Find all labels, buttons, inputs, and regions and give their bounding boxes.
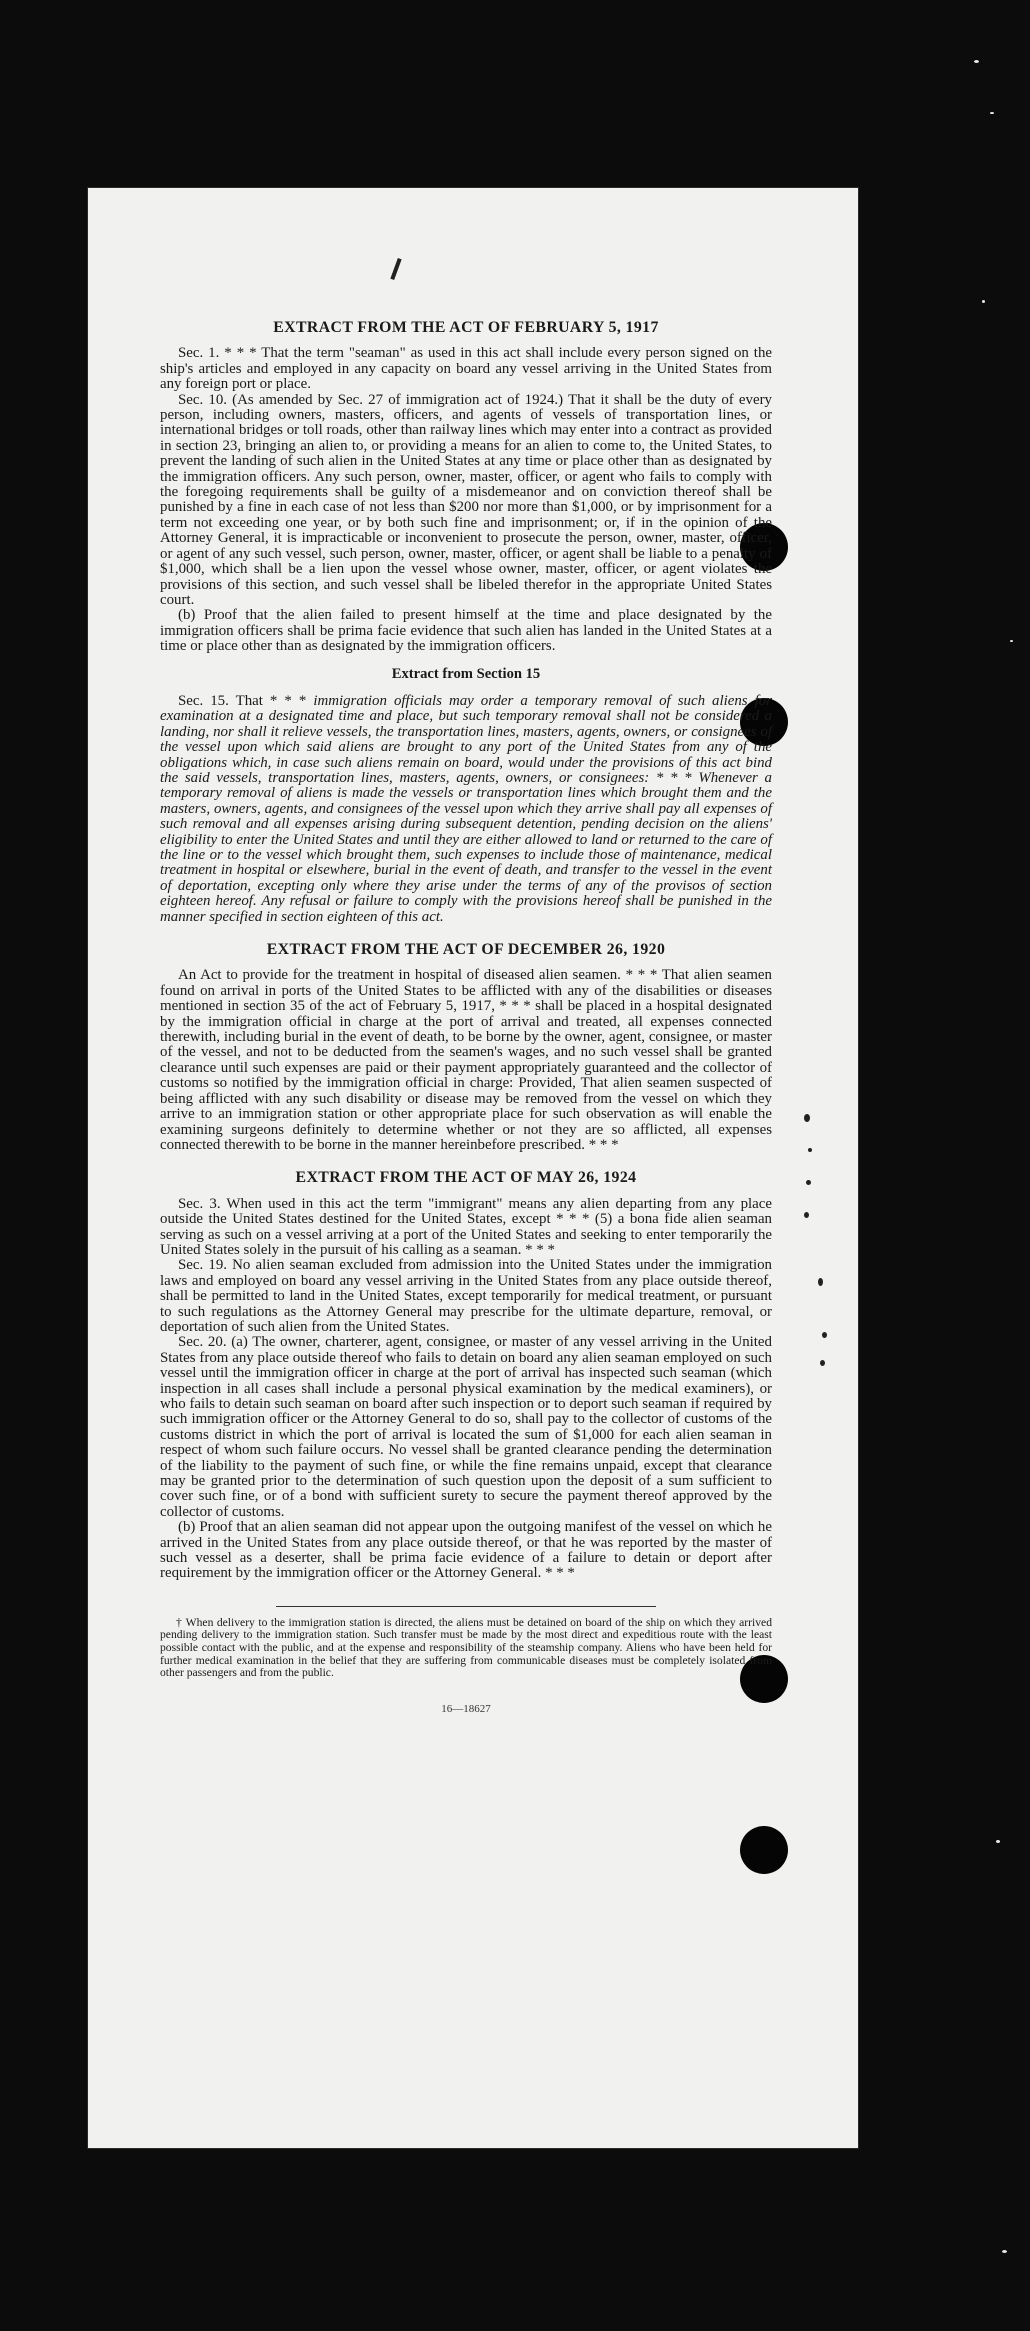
paragraph: (b) Proof that an alien seaman did not appear upon the outgoing manifest of the vessel on which he arrived in the United States from any place outside thereof, or that he was reported by the master of such vessel as a deserter, shall be prima facie evidence of a failure to detain or deport after requirement by the immigration officer or the Attorney General. * * * [160,1519,772,1582]
film-edge-mark [1010,640,1013,642]
margin-dot [820,1360,825,1366]
paragraph: Sec. 20. (a) The owner, charterer, agent, consignee, or master of any vessel arriving in the United States from any place outside thereof who fails to detain on board any alien seaman employed on such vessel until the immigration officer in charge at the port of arrival has inspected such seaman (which inspection in all cases shall include a personal physical examination by the medical examiners), or who fails to detain such seaman on board after such inspection or to deport such seaman if required by such immigration officer or the Attorney General to do so, shall pay to the collector of customs of the customs district in which the port of arrival is located the sum of $1,000 for each alien seaman in respect of whom such failure occurs. No vessel shall be granted clearance pending the determination of the liability to the payment of such fine, or while the fine remains unpaid, except that clearance may be granted prior to the determination of such question upon the deposit of a sum sufficient to cover such fine, or of a bond with sufficient surety to secure the payment thereof approved by the collector of customs. [160,1334,772,1520]
punch-hole [740,1826,788,1874]
document-page [88,188,858,2148]
paragraph: Sec. 3. When used in this act the term "immigrant" means any alien departing from any place outside the United States destined for the United States, except * * * (5) a bona fide alien seaman serving as such on a vessel arriving at a port of the United States and seeking to enter temporarily the United States solely in the pursuit of his calling as a seaman. * * * [160,1195,772,1258]
section-heading: EXTRACT FROM THE ACT OF FEBRUARY 5, 1917 [273,319,659,336]
film-edge-mark [996,1840,1000,1843]
paragraph: Sec. 10. (As amended by Sec. 27 of immigration act of 1924.) That it shall be the duty of every person, including owners, masters, officers, and agents of vessels of transportation lines, or international bridges or toll roads, other than railway lines which may enter into a contract as provided in section 23, bringing an alien to, or providing a means for an alien to come to, the United States, to prevent the landing of such alien in the United States at any time or place other than as designated by the immigration officers. Any such person, owner, master, officer, or agent who fails to comply with the foregoing requirements shall be guilty of a misdemeanor and on conviction thereof shall be punished by a fine in each case of not less than $200 nor more than $1,000, or by imprisonment for a term not exceeding one year, or by both such fine and imprisonment; or, if in the opinion of the Attorney General, it is impracticable or inconvenient to prosecute the person, owner, master, officer, or agent of any such vessel, such person, owner, master, officer, or agent shall be liable to a penalty of $1,000, which shall be a lien upon the vessel whose owner, master, officer, or agent violates the provisions of this section, and such vessel shall be libeled therefor in the appropriate United States court. [160,391,772,608]
document-body [160,320,772,1717]
footnote: † When delivery to the immigration station is directed, the aliens must be detained on board of the ship on which they arrived pending delivery to the immigration station. Such transfer must be made by the most direct and expeditious route with the least possible contact with the public, and at the expense and responsibility of the steamship company. Aliens who have been held for further medical examination in the belief that they are suffering from communicable diseases must be completely isolated from other passengers and from the public. [160,1615,772,1680]
margin-dot [808,1148,812,1152]
paragraph-lead: Sec. 15. That * * * [178,692,307,709]
page-number: 16—18627 [441,1702,491,1715]
paragraph: Sec. 1. * * * That the term "seaman" as used in this act shall include every person signed on the ship's articles and employed in any capacity on board any vessel arriving in the United States from any foreign port or place. [160,345,772,393]
section-heading: EXTRACT FROM THE ACT OF DECEMBER 26, 1920 [266,941,666,959]
paragraph: (b) Proof that the alien failed to present himself at the time and place designated by the immigration officers shall be prima facie evidence that such alien has landed in the United States at a time or place other than as designated by the immigration officers. [160,607,772,655]
section-subheading: Extract from Section 15 [391,665,541,682]
footnote-divider [276,1606,656,1607]
margin-dot [822,1332,827,1338]
film-edge-mark [982,300,985,303]
pen-mark [390,258,401,280]
margin-dot [818,1278,823,1286]
paragraph: Sec. 19. No alien seaman excluded from admission into the United States under the immigration laws and employed on board any vessel arriving in the United States from any place outside thereof, shall be permitted to land in the United States, except temporarily for medical treatment, or pursuant to such regulations as the Attorney General may prescribe for the ultimate departure, removal, or deportation of such alien from the United States. [160,1257,772,1335]
margin-dot [806,1180,811,1185]
margin-dot [804,1114,810,1122]
film-edge-mark [974,60,979,63]
margin-dot [804,1212,809,1218]
film-edge-mark [990,112,994,114]
paragraph: An Act to provide for the treatment in hospital of diseased alien seamen. * * * That alien seamen found on arrival in ports of the United States to be afflicted with any of the disabilities or diseases mentioned in section 35 of the act of February 5, 1917, * * * shall be placed in a hospital designated by the immigration official in charge at the port of arrival and treated, all expenses connected therewith, including burial in the event of death, to be borne by the owner, agent, consignee, or master of the vessel, and not to be deducted from the seamen's wages, and no such vessel shall be granted clearance until such expenses are paid or their payment appropriately guaranteed and the collector of customs so notified by the immigration official in charge: Provided, That alien seamen suspected of being afflicted with any such disability or disease may be removed from the vessel on which they arrive to an immigration station or other appropriate place for such observation as will enable the examining surgeons definitely to determine whether or not they are so afflicted, all expenses connected therewith to be borne in the manner hereinbefore prescribed. * * * [160,967,772,1153]
section-heading: EXTRACT FROM THE ACT OF MAY 26, 1924 [295,1169,637,1187]
paragraph-italic: immigration officials may order a temporary removal of such aliens for examination at a designated time and place, but such temporary removal shall not be considered a landing, nor shall it relieve vessels, the transportation lines, masters, agents, owners, or consignees of the vessel upon which said aliens are brought to any port of the United States from any of the obligations which, in case such aliens remain on board, would under the provisions of this act bind the said vessels, transportation lines, masters, agents, owners, or consignees: * * * Whenever a temporary removal of aliens is made the vessels or transportation lines which brought them and the masters, owners, agents, and consignees of the vessel upon which they arrive shall pay all expenses of such removal and all expenses arising during subsequent detention, pending decision on the aliens' eligibility to enter the United States and until they are either allowed to land or returned to the care of the line or to the vessel which brought them, such expenses to include those of maintenance, medical treatment in hospital or elsewhere, burial in the event of death, and transfer to the vessel in the event of deportation, excepting only where they arise under the terms of any of the provisos of section eighteen hereof. Any refusal or failure to comply with the provisions hereof shall be punished in the manner specified in section eighteen of this act. [160,692,772,925]
paragraph [160,694,772,925]
film-edge-mark [1002,2250,1007,2253]
